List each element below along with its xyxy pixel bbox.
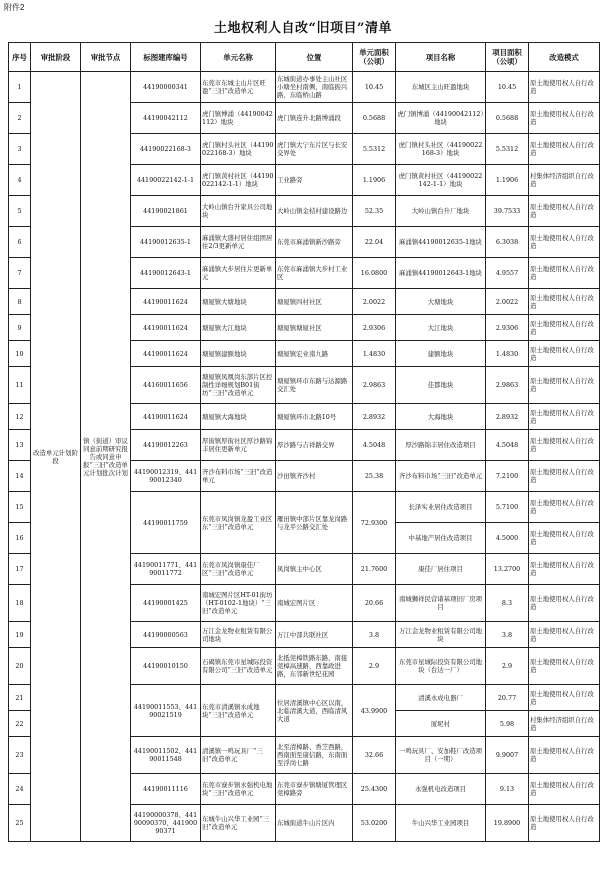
unit-name-cell: 东莞市清溪镇永成地块“三旧”改造单元 (201, 685, 276, 737)
project-name-cell: 虎门镇黄村社区（44190022142-1-1）地块 (396, 165, 486, 196)
unit-name-cell: 南城宏图片区HT-01街坊（HT-0102-1地块）“三旧”改造单元 (201, 585, 276, 622)
mode-cell: 原土地使用权人自行改造 (529, 72, 600, 103)
mode-cell: 原土地使用权人自行改造 (529, 774, 600, 805)
unit-area-cell: 3.8 (353, 622, 396, 648)
project-name-cell: 虎门镇博涌（44190042112）地块 (396, 103, 486, 134)
project-name-cell: 康佳厂居住项目 (396, 554, 486, 585)
mode-cell: 村集体经济组织自行改造 (529, 711, 600, 737)
unit-name-cell: 厚街镇厚街社区厚沙路锦丰居住更新单元 (201, 430, 276, 461)
row-number-cell: 17 (9, 554, 31, 585)
project-area-cell: 5.5312 (486, 134, 529, 165)
code-cell: 44190021861 (131, 196, 201, 227)
header-cell: 项目名称 (396, 43, 486, 72)
project-area-cell: 9.9007 (486, 737, 529, 774)
table-row (9, 72, 600, 103)
row-number-cell: 23 (9, 737, 31, 774)
unit-area-cell: 2.9306 (353, 315, 396, 341)
unit-name-cell: 清溪镇一鸣玩具厂“三旧”改造单元 (201, 737, 276, 774)
project-name-cell: 厦坭村 (396, 711, 486, 737)
code-cell: 44190011553、44190021519 (131, 685, 201, 737)
mode-cell: 原土地使用权人自行改造 (529, 523, 600, 554)
project-area-cell: 1.4830 (486, 341, 529, 367)
row-number-cell: 22 (9, 711, 31, 737)
row-number-cell: 11 (9, 367, 31, 404)
project-area-cell: 2.9 (486, 648, 529, 685)
unit-name-cell: 大岭山镇台升家具公司地块 (201, 196, 276, 227)
project-name-cell: 永强机电改造项目 (396, 774, 486, 805)
project-area-cell: 2.9863 (486, 367, 529, 404)
code-cell: 44190011116 (131, 774, 201, 805)
code-cell: 44190012635-1 (131, 227, 201, 258)
location-cell: 万江中部共联社区 (276, 622, 353, 648)
project-name-cell: 麻涌镇44190012635-1地块 (396, 227, 486, 258)
project-name-cell: 建额地块 (396, 341, 486, 367)
location-cell: 大岭山镇金桔村建设路边 (276, 196, 353, 227)
unit-name-cell: 塘厦镇大塘地块 (201, 289, 276, 315)
row-number-cell: 9 (9, 315, 31, 341)
project-table (8, 42, 600, 842)
project-name-cell: 东城区主山旺盈地块 (396, 72, 486, 103)
project-area-cell: 9.13 (486, 774, 529, 805)
unit-name-cell: 虎门镇黄村社区（44190022142-1-1）地块 (201, 165, 276, 196)
unit-name-cell: 麻涌镇大步居住片更新单元 (201, 258, 276, 289)
header-cell: 审批节点 (81, 43, 131, 72)
project-area-cell: 1.1906 (486, 165, 529, 196)
mode-cell: 原土地使用权人自行改造 (529, 289, 600, 315)
project-area-cell: 20.77 (486, 685, 529, 711)
location-cell: 塘厦镇环市北路10号 (276, 404, 353, 430)
row-number-cell: 25 (9, 805, 31, 842)
code-cell: 44190011624 (131, 315, 201, 341)
location-cell: 北至清樟路、香芝西路，西南面至康信路，东南面至浮岗七路 (276, 737, 353, 774)
mode-cell: 原土地使用权人自行改造 (529, 648, 600, 685)
project-name-cell: 麻涌镇44190012643-1地块 (396, 258, 486, 289)
code-cell: 44190011502、44190011548 (131, 737, 201, 774)
code-cell: 44190012319、44190012340 (131, 461, 201, 492)
code-cell: 44190011624 (131, 341, 201, 367)
row-number-cell: 21 (9, 685, 31, 711)
code-cell: 44190011624 (131, 289, 201, 315)
unit-name-cell: 塘厦镇凤凰岗东部片区控制性详细规划B01街坊“三旧”改造单元 (201, 367, 276, 404)
location-cell: 工业路旁 (276, 165, 353, 196)
mode-cell: 原土地使用权人自行改造 (529, 227, 600, 258)
mode-cell: 原土地使用权人自行改造 (529, 622, 600, 648)
stage-cell: 改造单元计划阶段 (31, 72, 81, 842)
row-number-cell: 10 (9, 341, 31, 367)
unit-area-cell: 22.04 (353, 227, 396, 258)
row-number-cell: 24 (9, 774, 31, 805)
project-name-cell: 齐沙布料市场“三旧”改造单元 (396, 461, 486, 492)
unit-area-cell: 21.7600 (353, 554, 396, 585)
row-number-cell: 7 (9, 258, 31, 289)
row-number-cell: 15 (9, 492, 31, 523)
project-area-cell: 4.9557 (486, 258, 529, 289)
project-name-cell: 大海地块 (396, 404, 486, 430)
unit-area-cell: 52.35 (353, 196, 396, 227)
project-area-cell: 4.5000 (486, 523, 529, 554)
header-cell: 审批阶段 (31, 43, 81, 72)
header-cell: 标图建库编号 (131, 43, 201, 72)
unit-name-cell: 东莞市东城主山片区旺盈“三旧”改造单元 (201, 72, 276, 103)
project-area-cell: 0.5688 (486, 103, 529, 134)
unit-name-cell: 虎门镇村头社区（44190022168-3）地块 (201, 134, 276, 165)
project-name-cell: 厚沙路锦丰居住改造项目 (396, 430, 486, 461)
unit-area-cell: 2.9 (353, 648, 396, 685)
project-area-cell: 6.3038 (486, 227, 529, 258)
location-cell: 东城街道牛山片区内 (276, 805, 353, 842)
header-cell: 项目面积（公顷） (486, 43, 529, 72)
header-cell: 序号 (9, 43, 31, 72)
unit-area-cell: 53.0200 (353, 805, 396, 842)
project-area-cell: 3.8 (486, 622, 529, 648)
unit-name-cell: 齐沙布料市场“三旧”改造单元 (201, 461, 276, 492)
header-cell: 单元面积（公顷） (353, 43, 396, 72)
mode-cell: 原土地使用权人自行改造 (529, 404, 600, 430)
attachment-label: 附件2 (4, 3, 25, 12)
unit-area-cell: 1.4830 (353, 341, 396, 367)
location-cell: 塘厦镇塘厦社区 (276, 315, 353, 341)
mode-cell: 原土地使用权人自行改造 (529, 196, 600, 227)
unit-area-cell: 0.5688 (353, 103, 396, 134)
project-area-cell: 4.5048 (486, 430, 529, 461)
header-cell: 单元名称 (201, 43, 276, 72)
project-area-cell: 7.2100 (486, 461, 529, 492)
unit-name-cell: 东莞市凤岗镇康佳厂区“三旧”改造单元 (201, 554, 276, 585)
project-name-cell: 大岭山镇台升厂地块 (396, 196, 486, 227)
row-number-cell: 1 (9, 72, 31, 103)
location-cell: 雁田镇中部片区靠龙岗路与龙平公路交汇处 (276, 492, 353, 554)
location-cell: 沙田镇齐沙村 (276, 461, 353, 492)
mode-cell: 原土地使用权人自行改造 (529, 492, 600, 523)
project-area-cell: 2.9306 (486, 315, 529, 341)
mode-cell: 村集体经济组织自行改造 (529, 165, 600, 196)
mode-cell: 原土地使用权人自行改造 (529, 430, 600, 461)
mode-cell: 原土地使用权人自行改造 (529, 461, 600, 492)
project-name-cell: 万江金龙物业租赁有限公司地块 (396, 622, 486, 648)
location-cell: 塘厦镇四村社区 (276, 289, 353, 315)
mode-cell: 原土地使用权人自行改造 (529, 367, 600, 404)
row-number-cell: 4 (9, 165, 31, 196)
location-cell: 东莞市麻涌镇新沙路旁 (276, 227, 353, 258)
code-cell: 44190042112 (131, 103, 201, 134)
project-name-cell: 佳都地块 (396, 367, 486, 404)
code-cell: 44190022142-1-1 (131, 165, 201, 196)
code-cell: 44190012263 (131, 430, 201, 461)
project-name-cell: 长泽实业居住改造项目 (396, 492, 486, 523)
mode-cell: 原土地使用权人自行改造 (529, 554, 600, 585)
mode-cell: 原土地使用权人自行改造 (529, 315, 600, 341)
row-number-cell: 20 (9, 648, 31, 685)
location-cell: 位居清溪镇中心区以南，北临清溪大道，西临清风大道 (276, 685, 353, 737)
row-number-cell: 2 (9, 103, 31, 134)
unit-name-cell: 塘厦镇大海地块 (201, 404, 276, 430)
unit-name-cell: 石碣镇东莞市星城际投资有限公司“三旧”改造单元 (201, 648, 276, 685)
project-name-cell: 南城狮祥民营诸基项旧厂房项目 (396, 585, 486, 622)
project-name-cell: 一鸣玩具厂、安加鞋厂改造项目（一期） (396, 737, 486, 774)
unit-area-cell: 43.9900 (353, 685, 396, 737)
unit-name-cell: 万江金龙物业租赁有限公司地块 (201, 622, 276, 648)
location-cell: 虎门镇大宁东片区与长安交界处 (276, 134, 353, 165)
code-cell: 44190010150 (131, 648, 201, 685)
code-cell: 44190000563 (131, 622, 201, 648)
mode-cell: 原土地使用权人自行改造 (529, 685, 600, 711)
project-area-cell: 5.98 (486, 711, 529, 737)
location-cell: 塘厦镇宏业南九路 (276, 341, 353, 367)
unit-area-cell: 5.5312 (353, 134, 396, 165)
header-cell: 位置 (276, 43, 353, 72)
header-cell: 改造模式 (529, 43, 600, 72)
unit-area-cell: 4.5048 (353, 430, 396, 461)
location-cell: 凤岗镇主中心区 (276, 554, 353, 585)
unit-area-cell: 2.0022 (353, 289, 396, 315)
unit-name-cell: 东城牛山兴华工业园“三旧”改造单元 (201, 805, 276, 842)
code-cell: 44160011656 (131, 367, 201, 404)
row-number-cell: 16 (9, 523, 31, 554)
unit-name-cell: 虎门镇博涌（44190042112）地块 (201, 103, 276, 134)
row-number-cell: 3 (9, 134, 31, 165)
unit-area-cell: 1.1906 (353, 165, 396, 196)
mode-cell: 原土地使用权人自行改造 (529, 737, 600, 774)
project-name-cell: 中基地产居住改造项目 (396, 523, 486, 554)
row-number-cell: 19 (9, 622, 31, 648)
page-title: 土地权利人自改“旧项目”清单 (214, 21, 392, 36)
mode-cell: 原土地使用权人自行改造 (529, 805, 600, 842)
table-header-row (9, 43, 600, 72)
project-name-cell: 大塘地块 (396, 289, 486, 315)
code-cell: 44190022168-3 (131, 134, 201, 165)
project-name-cell: 大江地块 (396, 315, 486, 341)
project-name-cell: 东莞市星城际投资有限公司地块（台达一厂） (396, 648, 486, 685)
row-number-cell: 5 (9, 196, 31, 227)
project-name-cell: 清溪永成电器厂 (396, 685, 486, 711)
unit-area-cell: 72.9300 (353, 492, 396, 554)
code-cell: 44190000341 (131, 72, 201, 103)
project-area-cell: 5.7100 (486, 492, 529, 523)
code-cell: 44190011759 (131, 492, 201, 554)
row-number-cell: 12 (9, 404, 31, 430)
unit-area-cell: 2.9863 (353, 367, 396, 404)
node-cell: 镇（街道）审议同意前期研究报告或同意申报“三旧”改造单元计划批次计划 (81, 72, 131, 842)
location-cell: 东莞市麻涌镇大步村工业区 (276, 258, 353, 289)
code-cell: 44190011624 (131, 404, 201, 430)
project-area-cell: 10.45 (486, 72, 529, 103)
mode-cell: 原土地使用权人自行改造 (529, 134, 600, 165)
row-number-cell: 14 (9, 461, 31, 492)
project-area-cell: 19.8900 (486, 805, 529, 842)
row-number-cell: 13 (9, 430, 31, 461)
project-name-cell: 虎门镇村头社区（44190022168-3）地块 (396, 134, 486, 165)
location-cell: 南城宏图片区 (276, 585, 353, 622)
unit-name-cell: 塘厦镇大江地块 (201, 315, 276, 341)
location-cell: 厚沙路与吉祥路交界 (276, 430, 353, 461)
project-area-cell: 2.0022 (486, 289, 529, 315)
row-number-cell: 6 (9, 227, 31, 258)
unit-name-cell: 麻涌镇大盛村居住组团居住2/3更新单元 (201, 227, 276, 258)
project-name-cell: 牛山兴华工业园项目 (396, 805, 486, 842)
location-cell: 东城街道办事处主山社区小塘坐村南侧，南临振兴路，东临桥山路 (276, 72, 353, 103)
code-cell: 44190000378、44190090370、44190090371 (131, 805, 201, 842)
location-cell: 塘厦镇环市东路与达源路交汇处 (276, 367, 353, 404)
project-area-cell: 39.7533 (486, 196, 529, 227)
location-cell: 东莞市寮步镇塘厦管理区莞樟路旁 (276, 774, 353, 805)
location-cell: 北抵莞樟铁路东路，南接莞樟高速路，西靠政进路，东邻新世纪花园 (276, 648, 353, 685)
unit-area-cell: 2.8932 (353, 404, 396, 430)
unit-name-cell: 东莞市寮步镇永强机电地块“三旧”改造单元 (201, 774, 276, 805)
row-number-cell: 8 (9, 289, 31, 315)
project-area-cell: 8.3 (486, 585, 529, 622)
unit-name-cell: 东莞市凤岗镇龙盈工业区东“三旧”改造单元 (201, 492, 276, 554)
unit-area-cell: 32.66 (353, 737, 396, 774)
mode-cell: 原土地使用权人自行改造 (529, 258, 600, 289)
mode-cell: 原土地使用权人自行改造 (529, 585, 600, 622)
project-area-cell: 13.2700 (486, 554, 529, 585)
unit-area-cell: 20.66 (353, 585, 396, 622)
code-cell: 44190012643-1 (131, 258, 201, 289)
unit-area-cell: 16.0800 (353, 258, 396, 289)
unit-area-cell: 25.38 (353, 461, 396, 492)
code-cell: 44190011771、44190011772 (131, 554, 201, 585)
row-number-cell: 18 (9, 585, 31, 622)
mode-cell: 原土地使用权人自行改造 (529, 103, 600, 134)
project-area-cell: 2.8932 (486, 404, 529, 430)
location-cell: 虎门镇连升北路博涌段 (276, 103, 353, 134)
code-cell: 44190001425 (131, 585, 201, 622)
unit-area-cell: 25.4300 (353, 774, 396, 805)
mode-cell: 原土地使用权人自行改造 (529, 341, 600, 367)
unit-name-cell: 塘厦镇建额地块 (201, 341, 276, 367)
unit-area-cell: 10.45 (353, 72, 396, 103)
